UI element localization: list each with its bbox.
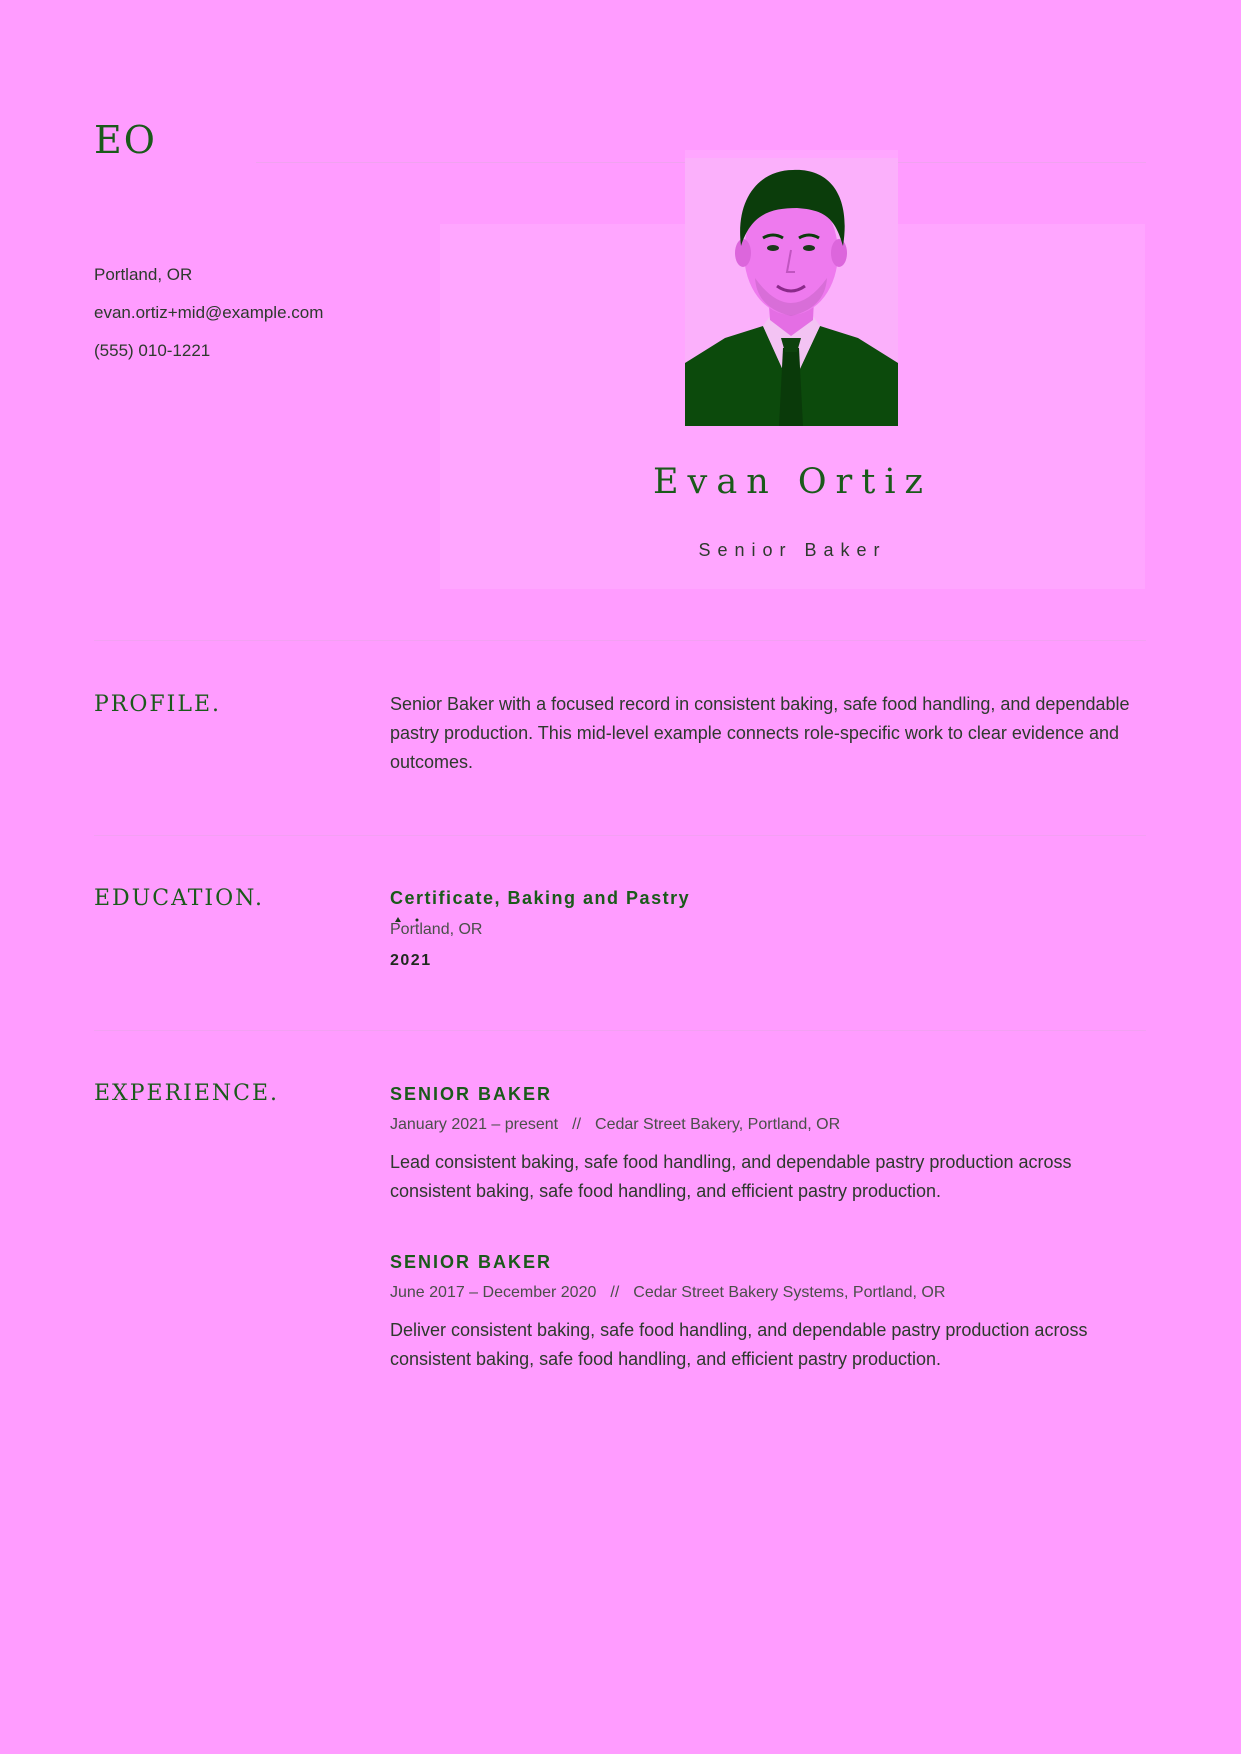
- job-meta: [390, 1284, 945, 1302]
- job-title: SENIOR BAKER: [390, 1084, 553, 1104]
- education-degree: Certificate, Baking and Pastry: [390, 888, 691, 908]
- contact-phone[interactable]: (555) 010-1221: [94, 341, 211, 360]
- job-employer: Cedar Street Bakery, Portland, OR: [595, 1116, 841, 1133]
- job-description: Lead consistent baking, safe food handling, and dependable pastry production across consistent baking, safe food handling, and efficient pastry production.: [390, 1152, 1072, 1201]
- meta-separator: //: [610, 1284, 620, 1301]
- job-dates: January 2021 – present: [390, 1116, 559, 1133]
- candidate-title: Senior Baker: [698, 540, 887, 560]
- profile-text: Senior Baker with a focused record in consistent baking, safe food handling, and dependable pastry production. This mid-level example connects role-specific work to clear evidence and outcomes.: [390, 694, 1130, 772]
- education-heading: EDUCATION.: [94, 886, 264, 911]
- profile-photo: [685, 158, 898, 426]
- section-divider: [94, 640, 1146, 641]
- job-description: Deliver consistent baking, safe food handling, and dependable pastry production across consistent baking, safe food handling, and efficient pastry production.: [390, 1320, 1088, 1369]
- job-employer: Cedar Street Bakery Systems, Portland, OR: [633, 1284, 946, 1301]
- experience-heading: EXPERIENCE.: [94, 1081, 280, 1106]
- education-year: 2021: [390, 952, 432, 969]
- section-divider: [94, 1030, 1146, 1031]
- section-divider: [94, 835, 1146, 836]
- job-dates: June 2017 – December 2020: [390, 1284, 597, 1301]
- profile-heading: PROFILE.: [94, 692, 222, 717]
- monogram: EO: [94, 118, 157, 162]
- contact-email[interactable]: evan.ortiz+mid@example.com: [94, 303, 324, 322]
- meta-separator: //: [572, 1116, 582, 1133]
- contact-block: [94, 256, 323, 370]
- job-title: SENIOR BAKER: [390, 1252, 553, 1272]
- contact-location: Portland, OR: [94, 265, 193, 284]
- candidate-name: Evan Ortiz: [653, 462, 932, 502]
- education-location: Portland, OR: [390, 921, 483, 938]
- job-meta: [390, 1116, 840, 1134]
